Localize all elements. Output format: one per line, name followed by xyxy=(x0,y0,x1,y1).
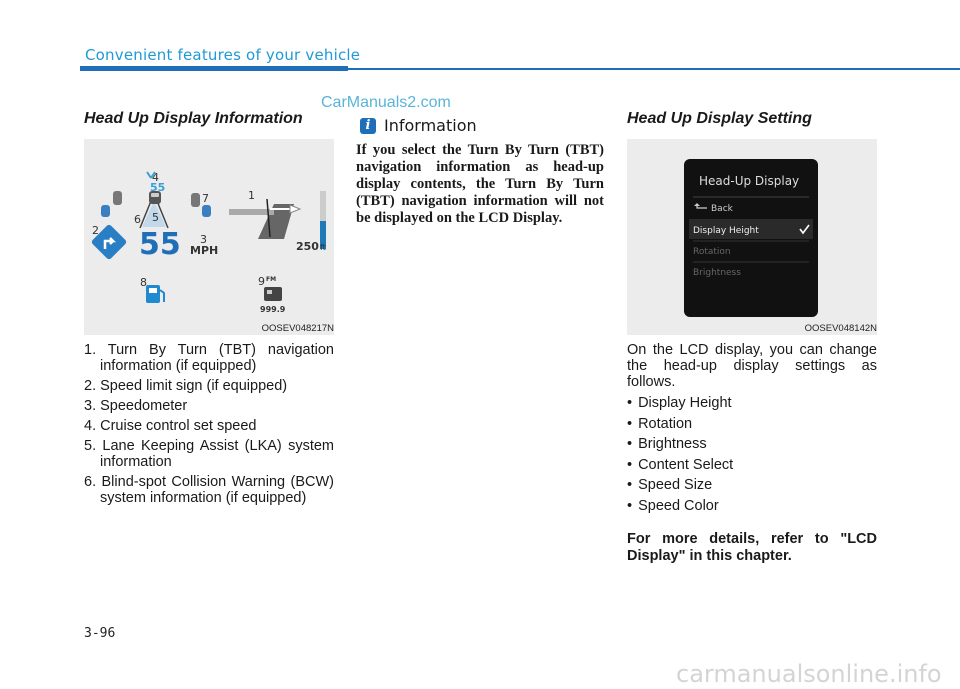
callout-5: 5 xyxy=(152,211,159,224)
lcd-menu-brightness: Brightness xyxy=(693,268,741,278)
bcw-left-icon xyxy=(101,191,122,217)
distance-bar-empty xyxy=(320,191,326,221)
page-number: 3-96 xyxy=(84,626,116,641)
header-rule-thick xyxy=(80,66,348,71)
hud-information-list xyxy=(84,342,334,510)
list-item: • Display Height xyxy=(627,395,733,416)
lcd-settings-illustration xyxy=(627,139,877,335)
callout-1: 1 xyxy=(248,189,255,202)
hud-display-illustration xyxy=(84,139,334,335)
hud-information-figure xyxy=(84,139,334,335)
settings-intro: On the LCD display, you can change the head-up display settings as follows. xyxy=(627,342,877,390)
settings-reference-note: For more details, refer to "LCD Display" in this chapter. xyxy=(627,531,877,564)
list-item: 4. Cruise control set speed xyxy=(84,418,257,434)
hud-setting-figure xyxy=(627,139,877,335)
info-icon: i xyxy=(360,118,376,134)
navigation-road-graphic xyxy=(229,199,300,239)
callout-7: 7 xyxy=(202,192,209,205)
callout-3: 3 xyxy=(200,233,207,246)
list-item: • Speed Color xyxy=(627,498,733,519)
watermark-bottom[interactable]: carmanualsonline.info xyxy=(676,660,942,688)
information-title: Information xyxy=(384,116,477,135)
list-item: • Content Select xyxy=(627,457,733,478)
information-header xyxy=(360,116,477,135)
figure-code-left: OOSEV048217N xyxy=(261,323,334,334)
callout-9: 9 xyxy=(258,275,265,288)
figure-code-right: OOSEV048142N xyxy=(804,323,877,334)
hud-setting-heading: Head Up Display Setting xyxy=(627,110,812,127)
list-item: 1. Turn By Turn (TBT) navigation information (if equipped) xyxy=(84,342,334,374)
speed-unit-label: MPH xyxy=(190,244,219,257)
speedometer-readout: 55 xyxy=(139,227,181,262)
list-item: • Speed Size xyxy=(627,477,733,498)
lcd-menu-rotation: Rotation xyxy=(693,247,731,257)
fuel-pump-icon xyxy=(146,285,164,303)
set-speed-readout: 55 xyxy=(150,181,166,194)
callout-6: 6 xyxy=(134,213,141,226)
settings-list xyxy=(627,395,733,518)
radio-band-label: FM xyxy=(266,276,277,283)
callout-2: 2 xyxy=(92,224,99,237)
distance-readout: 250 xyxy=(296,240,319,253)
list-item: • Rotation xyxy=(627,416,733,437)
information-text: If you select the Turn By Turn (TBT) navigation information as head-up display contents, the Turn By Turn (TBT) navigation information will not be displayed on the LCD Display. xyxy=(356,142,604,226)
list-item: 5. Lane Keeping Assist (LKA) system information xyxy=(84,438,334,470)
callout-8: 8 xyxy=(140,276,147,289)
hud-information-heading: Head Up Display Information xyxy=(84,110,303,127)
watermark-top[interactable]: CarManuals2.com xyxy=(321,94,451,111)
list-item: 2. Speed limit sign (if equipped) xyxy=(84,378,288,394)
callout-4: 4 xyxy=(152,171,159,184)
radio-icon xyxy=(264,287,282,301)
lcd-back-label: Back xyxy=(711,204,733,214)
list-item: 3. Speedometer xyxy=(84,398,188,414)
list-item: 6. Blind-spot Collision Warning (BCW) system information (if equipped) xyxy=(84,474,334,506)
radio-frequency: 999.9 xyxy=(260,305,286,314)
lcd-screen-title: Head-Up Display xyxy=(699,174,800,188)
distance-unit: ft xyxy=(320,243,326,252)
lcd-menu-display-height: Display Height xyxy=(693,226,759,236)
section-header: Convenient features of your vehicle xyxy=(85,46,361,64)
header-rule-thin xyxy=(348,68,960,70)
list-item: • Brightness xyxy=(627,436,733,457)
